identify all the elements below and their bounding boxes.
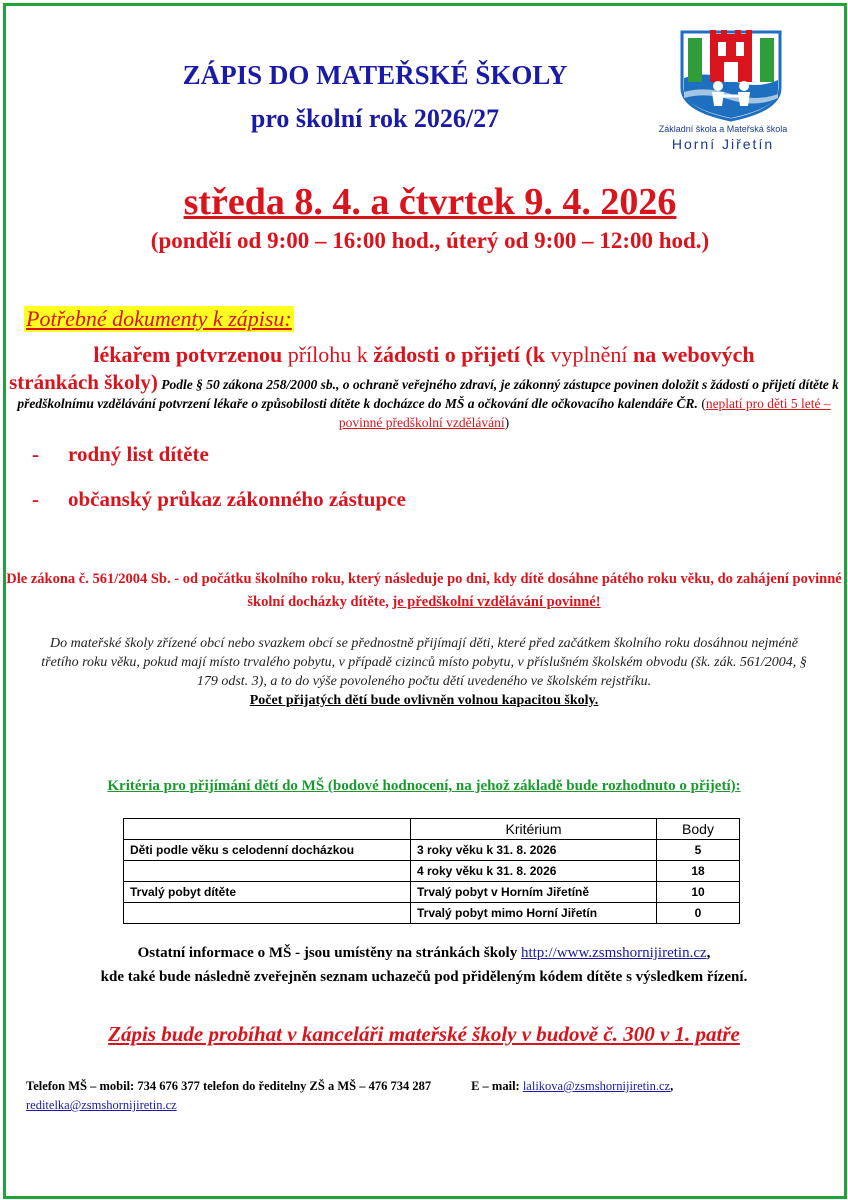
bullet-dash: -: [32, 442, 39, 466]
school-website-link[interactable]: http://www.zsmshornijiretin.cz: [520, 945, 707, 961]
admission-info-text: Do mateřské školy zřízené obcí nebo svazkem obcí se přednostně přijímají děti, které před začátkem školního roku dosáhnou nejméně třetího roku věku, pokud mají místo trvalého pobytu, v případě cizinců místo pobytu, v příslušném školském obvodu (šk. zák. 561/2004, § 179 odst. 3), a to do výše povoleného počtu dětí uvedeného ve školském rejstříku.: [41, 636, 807, 689]
documents-item-medical: [0, 342, 848, 368]
law-notice: [0, 568, 848, 614]
cell-points: 5: [657, 840, 740, 861]
other-info: [0, 941, 848, 989]
item1-note: Podle § 50 zákona 258/2000 sb., o ochraně veřejného zdraví, je zákonný zástupce povinen doložit s žádostí o přijetí dítěte k předškolnímu vzdělávání potvrzení lékaře o způsobilosti dítěte k docházce do MŠ a očkování dle očkovacího kalendáře ČR.: [17, 377, 839, 411]
enrollment-hours: (pondělí od 9:00 – 16:00 hod., úterý od 9:00 – 12:00 hod.): [150, 228, 710, 253]
logo-caption-line1: Základní škola a Mateřská škola: [658, 124, 788, 134]
item3-label: občanský průkaz zákonného zástupce: [68, 487, 406, 511]
contact-phones: Telefon MŠ – mobil: 734 676 377 telefon do ředitelny ZŠ a MŠ – 476 734 287: [26, 1079, 432, 1093]
email-link-lalikova[interactable]: lalikova@zsmshornijiretin.cz: [522, 1079, 671, 1093]
cell-group: Trvalý pobyt dítěte: [124, 882, 411, 903]
item1-exception: neplatí pro děti 5 leté – povinné předškolní vzdělávání: [338, 396, 831, 430]
item1-part5: na webových: [632, 342, 755, 367]
documents-item-birth-certificate: [32, 442, 209, 467]
bullet-dash: -: [32, 487, 39, 511]
email-label: E – mail:: [471, 1079, 523, 1093]
item2-label: rodný list dítěte: [68, 442, 209, 466]
enrollment-dates: středa 8. 4. a čtvrtek 9. 4. 2026: [183, 181, 677, 223]
contacts: [26, 1077, 826, 1115]
item1-part2: přílohu k: [287, 342, 374, 367]
table-row: [124, 882, 740, 903]
header-criterion: Kritérium: [411, 819, 657, 840]
admission-info: [0, 634, 848, 710]
item1-part3: žádosti o přijetí (k: [373, 342, 551, 367]
cell-criterion: Trvalý pobyt mimo Horní Jiřetín: [411, 903, 657, 924]
email-separator: ,: [670, 1079, 674, 1093]
item1-part4: vyplnění: [550, 342, 633, 367]
documents-item-medical-note: [0, 370, 848, 432]
logo-caption-line2: Horní Jiřetín: [671, 136, 775, 152]
item1-paren-close: ): [504, 415, 510, 430]
cell-points: 10: [657, 882, 740, 903]
capacity-note: Počet přijatých dětí bude ovlivněn volnou kapacitou školy.: [249, 693, 599, 708]
item1-part6: stránkách školy): [9, 370, 158, 394]
item1-paren-open: (: [701, 396, 706, 411]
header-group: [124, 819, 411, 840]
page-title: ZÁPIS DO MATEŘSKÉ ŠKOLY: [182, 60, 568, 90]
enrollment-place: Zápis bude probíhat v kanceláři mateřské školy v budově č. 300 v 1. patře: [108, 1022, 740, 1046]
table-row: [124, 903, 740, 924]
cell-points: 18: [657, 861, 740, 882]
cell-group: [124, 903, 411, 924]
criteria-table: [123, 818, 740, 924]
other-info-text: Ostatní informace o MŠ - jsou umístěny na stránkách školy: [137, 945, 521, 961]
item1-part1: lékařem potvrzenou: [93, 342, 288, 367]
table-header-row: [124, 819, 740, 840]
table-row: [124, 840, 740, 861]
documents-heading: Potřebné dokumenty k zápisu:: [26, 306, 292, 331]
other-info-line2: kde také bude následně zveřejněn seznam uchazečů pod přiděleným kódem dítěte s výsledkem řízení.: [100, 969, 748, 985]
cell-group: Děti podle věku s celodenní docházkou: [124, 840, 411, 861]
cell-criterion: 4 roky věku k 31. 8. 2026: [411, 861, 657, 882]
table-row: [124, 861, 740, 882]
page-subtitle: pro školní rok 2026/27: [250, 104, 500, 133]
cell-criterion: Trvalý pobyt v Horním Jiřetíně: [411, 882, 657, 903]
cell-group: [124, 861, 411, 882]
logo-caption: [628, 124, 818, 152]
school-logo: [676, 30, 786, 122]
other-info-comma: ,: [706, 945, 711, 961]
law-notice-emphasis: je předškolní vzdělávání povinné!: [392, 594, 601, 610]
email-link-reditelka[interactable]: reditelka@zsmshornijiretin.cz: [26, 1098, 177, 1112]
cell-points: 0: [657, 903, 740, 924]
law-notice-text: Dle zákona č. 561/2004 Sb. - od počátku školního roku, který následuje po dni, kdy dítě dosáhne pátého roku věku, do zahájení povinné školní docházky dítěte,: [6, 571, 842, 610]
header-points: Body: [657, 819, 740, 840]
other-info-line1: [0, 941, 848, 965]
documents-item-id-card: [32, 487, 406, 512]
criteria-heading: Kritéria pro přijímání dětí do MŠ (bodové hodnocení, na jehož základě bude rozhodnuto o přijetí):: [107, 778, 741, 794]
cell-criterion: 3 roky věku k 31. 8. 2026: [411, 840, 657, 861]
